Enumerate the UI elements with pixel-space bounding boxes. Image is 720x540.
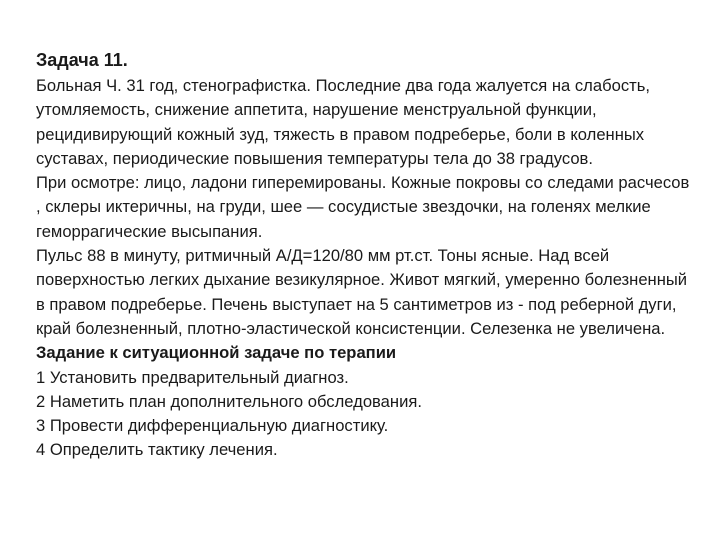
task-item: 2 Наметить план дополнительного обследования. [36, 391, 422, 411]
complaints-paragraph: Больная Ч. 31 год, стенографистка. Последние два года жалуется на слабость, утомляемость, снижение аппетита, нарушение менструальной функции, рецидивирующий кожный зуд, тяжесть в правом подреберье, боли в коленных суставах, периодические повышения температуры тела до 38 градусов. [36, 76, 650, 168]
task-item: 3 Провести дифференциальную диагностику. [36, 416, 389, 436]
examination-paragraph: При осмотре: лицо, ладони гиперемированы. Кожные покровы со следами расчесов , склеры иктеричны, на груди, шее — сосудистые звездочки, на голенях мелкие геморрагические высыпания. [36, 173, 690, 241]
task-heading: Задание к ситуационной задаче по терапии [36, 343, 397, 363]
task-title: Задача 11. [36, 50, 128, 70]
task-item: 1 Установить предварительный диагноз. [36, 367, 349, 387]
vitals-paragraph: Пульс 88 в минуту, ритмичный А/Д=120/80 мм рт.ст. Тоны ясные. Над всей поверхностью легких дыхание везикулярное. Живот мягкий, умеренно болезненный в правом подреберье. Печень выступает на 5 сантиметров из - под реберной дуги, край болезненный, плотно-эластической консистенции. Селезенка не увеличена. [36, 246, 688, 338]
task-item: 4 Определить тактику лечения. [36, 440, 278, 460]
